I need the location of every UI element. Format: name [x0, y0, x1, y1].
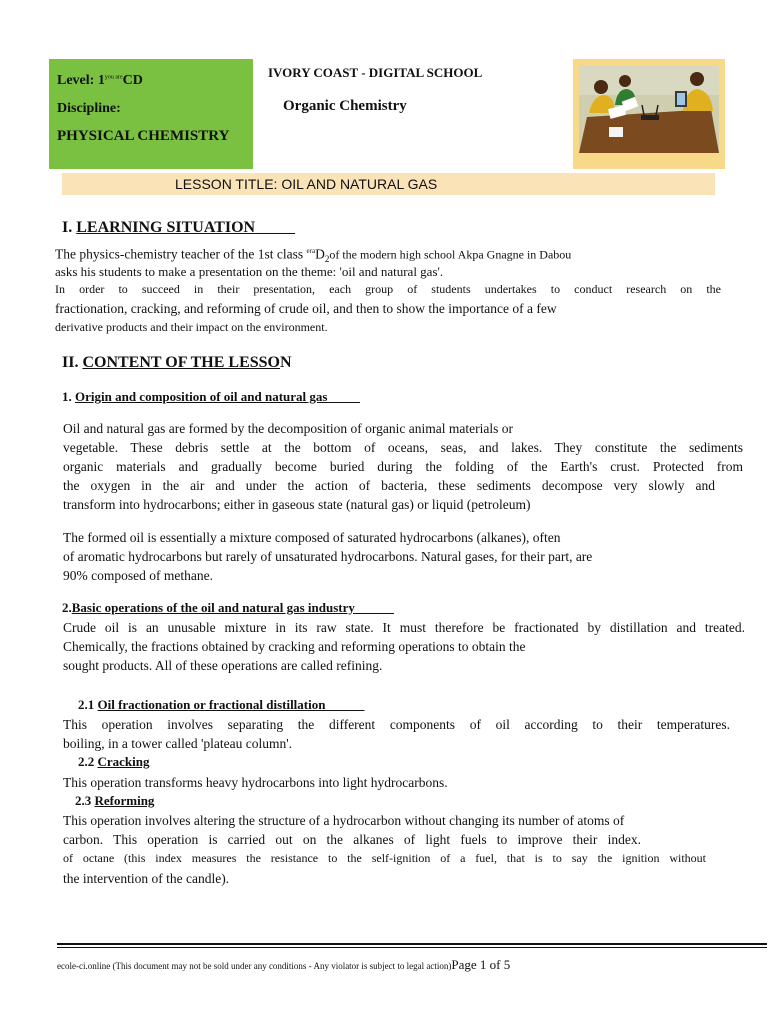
- subsection-basic-operations-heading: 2.Basic operations of the oil and natural gas industry: [62, 600, 355, 615]
- section-learning-situation-heading: I. LEARNING SITUATION: [62, 219, 256, 236]
- reforming-line-1: This operation involves altering the structure of a hydrocarbon without changing its number of atoms of: [63, 813, 625, 828]
- subsection-cracking-heading: 2.2 Cracking: [78, 754, 150, 769]
- page-number: Page 1 of 5: [451, 957, 511, 972]
- subsection-fractionation-heading: 2.1 Oil fractionation or fractional distillation: [78, 697, 326, 712]
- header-info-box: [49, 59, 253, 169]
- reforming-line-4: the intervention of the candle).: [63, 871, 230, 886]
- level-label: Level: $1^{you are}CD$: [57, 73, 143, 88]
- origin-paragraph-1: Oil and natural gas are formed by the decomposition of organic animal materials or vegetable. These debris settle at the bottom of oceans, seas, and lakes. They constitute the sediments organic materials and gradually become buried during the folding of the Earth's crust. Protected from the oxygen in the air and under the action of bacteria, these sediments decompose very slowly and transform into hydrocarbons; either in gaseous state (natural gas) or liquid (petroleum): [63, 421, 743, 512]
- fractionation-line-1: This operation involves separating the different components of oil according to their temperatures.: [63, 717, 730, 732]
- basic-operations-paragraph: Crude oil is an unusable mixture in its raw state. It must therefore be fractionated by distillation and treated. Chemically, the fractions obtained by cracking and reforming operations to obtain the sought products. All of these operations are called refining.: [63, 620, 745, 673]
- origin-paragraph-2: The formed oil is essentially a mixture composed of saturated hydrocarbons (alkanes), often of aromatic hydrocarbons but rarely of unsaturated hydrocarbons. Natural gases, for their part, are 90% composed of methane.: [63, 530, 593, 583]
- lesson-title: LESSON TITLE: OIL AND NATURAL GAS: [175, 176, 438, 192]
- footer-divider-thin: [57, 947, 767, 948]
- learning-situation-line-2: asks his students to make a presentation on the theme: 'oil and natural gas'.: [55, 264, 444, 279]
- students-with-laptops-illustration: [573, 59, 725, 169]
- footer-notice: ecole-ci.online (This document may not be sold under any conditions - Any violator is subject to legal action): [57, 961, 452, 971]
- learning-situation-line-3: In order to succeed in their presentation, each group of students undertakes to conduct research on the: [55, 282, 721, 296]
- section-content-heading: II. CONTENT OF THE LESSON: [62, 354, 292, 371]
- cracking-line-1: This operation transforms heavy hydrocarbons into light hydrocarbons.: [63, 775, 448, 790]
- discipline-label: Discipline:: [57, 101, 121, 116]
- fractionation-line-2: boiling, in a tower called 'plateau column'.: [63, 736, 293, 751]
- learning-situation-line-5: derivative products and their impact on the environment.: [55, 320, 328, 334]
- footer-divider: [57, 943, 767, 945]
- reforming-line-2: carbon. This operation is carried out on the alkanes of light fuels to improve their index.: [63, 832, 641, 847]
- subject-title: Organic Chemistry: [283, 98, 407, 114]
- subsection-reforming-heading: 2.3 Reforming: [75, 793, 155, 808]
- reforming-line-3: of octane (this index measures the resistance to the self-ignition of a fuel, that is to say the ignition without: [63, 851, 706, 865]
- students-illustration-icon: [579, 65, 719, 153]
- subsection-origin-heading: 1. Origin and composition of oil and natural gas: [62, 389, 328, 404]
- learning-situation-line-1: The physics-chemistry teacher of the 1st class $^{era}D_2of$ the modern high school Akpa Gnagne in Dabou: [55, 246, 572, 265]
- discipline-value: PHYSICAL CHEMISTRY: [57, 128, 230, 144]
- learning-situation-line-4: fractionation, cracking, and reforming of crude oil, and then to show the importance of a few: [55, 301, 557, 316]
- school-name: IVORY COAST - DIGITAL SCHOOL: [268, 65, 483, 80]
- footer: [57, 957, 510, 973]
